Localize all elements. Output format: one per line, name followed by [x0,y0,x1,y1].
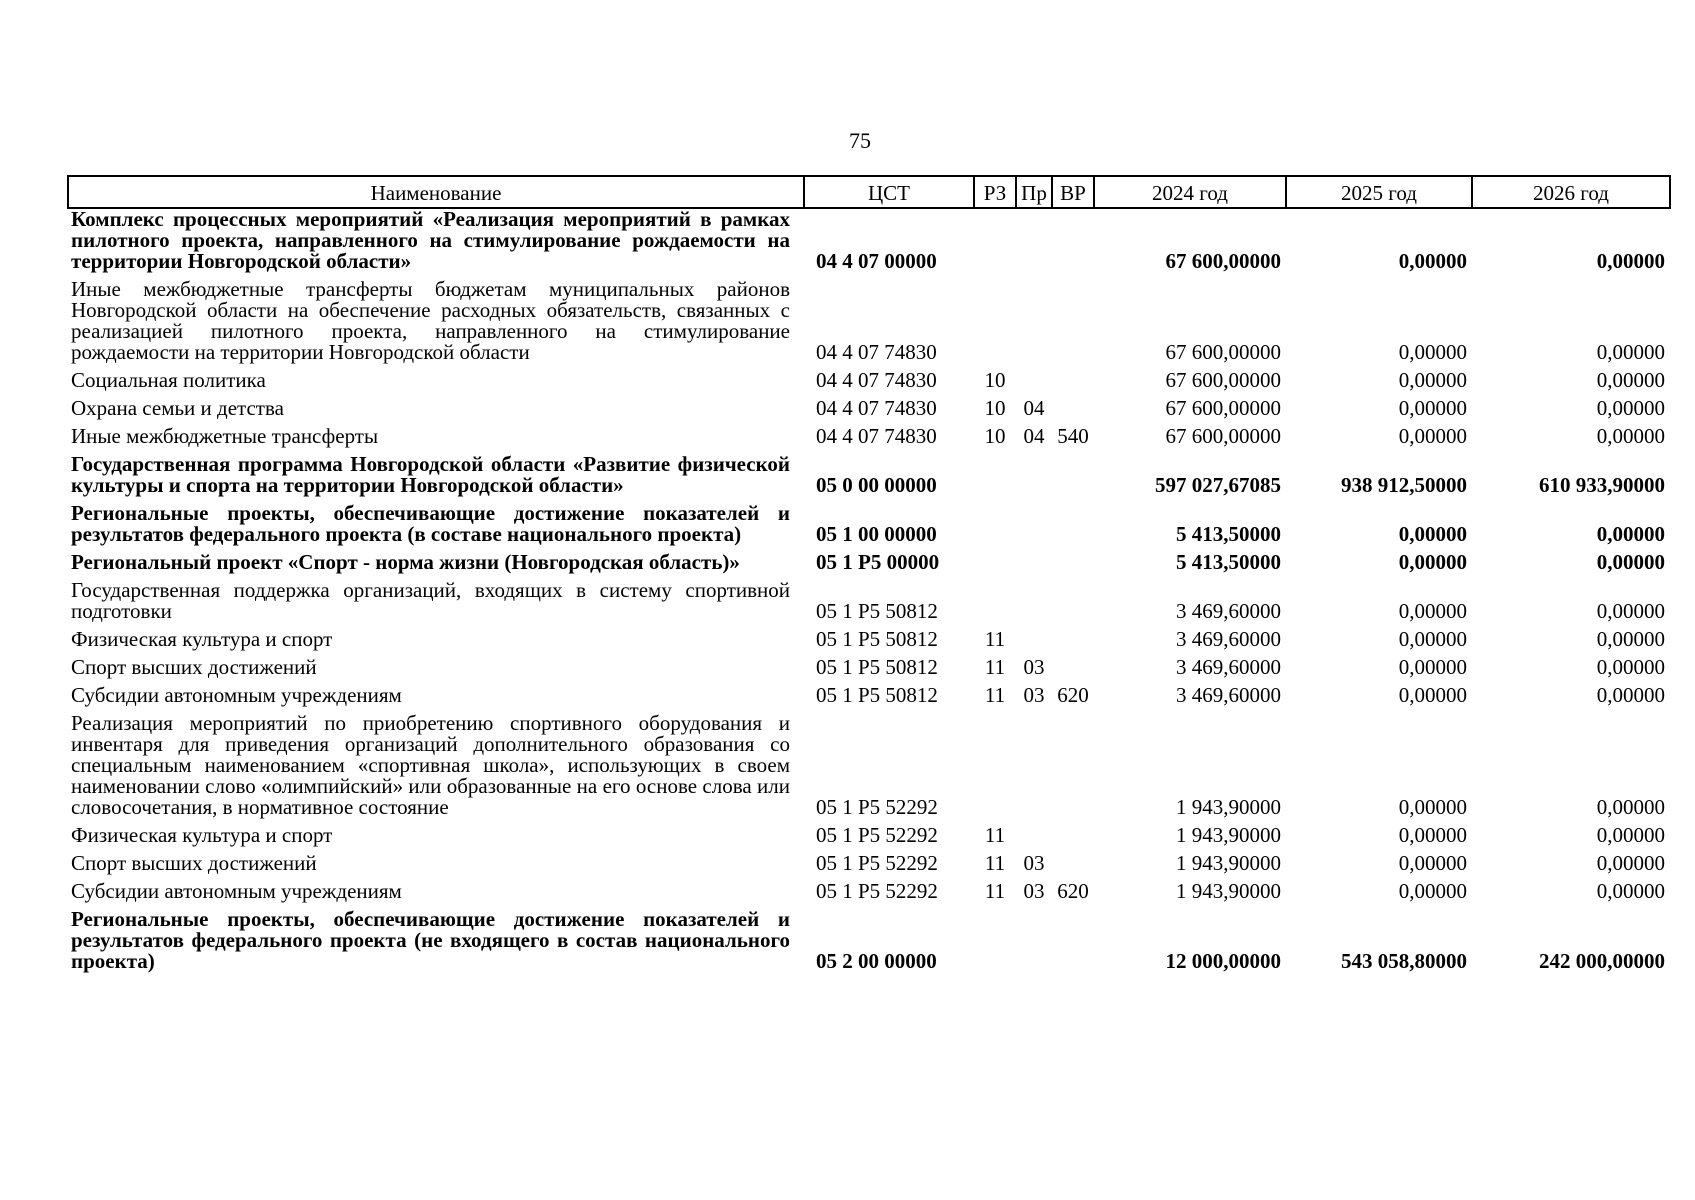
row-vr [1052,909,1094,979]
row-name: Реализация мероприятий по приобретению спортивного оборудования и инвентаря для приведения организаций дополнительного образования со специальным наименованием «спортивная школа», использующих в своем наименовании слово «олимпийский» или образованные на его основе слова или словосочетания, в нормативное состояние [71,711,790,819]
row-value-2025: 0,00000 [1398,599,1467,623]
row-rz: 10 [984,424,1006,448]
table-row [68,503,1670,552]
row-cst: 05 0 00 00000 [816,473,937,497]
row-rz [974,208,1016,279]
row-value-2025: 0,00000 [1398,424,1467,448]
row-name: Иные межбюджетные трансферты [71,424,379,448]
row-value-2026: 0,00000 [1596,522,1665,546]
row-value-2024: 5 413,50000 [1176,550,1281,574]
row-value-2024: 67 600,00000 [1165,396,1281,420]
row-pr [1016,713,1052,825]
table-row [68,713,1670,825]
row-value-2024: 67 600,00000 [1165,340,1281,364]
table-row [68,454,1670,503]
row-value-2024: 67 600,00000 [1165,424,1281,448]
header-name: Наименование [68,176,804,208]
row-name: Региональный проект «Спорт - норма жизни (Новгородская область)» [71,550,740,574]
row-pr [1016,580,1052,629]
row-value-2024: 12 000,00000 [1165,949,1281,973]
row-rz [974,580,1016,629]
row-name: Субсидии автономным учреждениям [71,683,402,707]
row-cst: 05 1 P5 00000 [816,550,940,574]
row-cst: 05 1 00 00000 [816,522,937,546]
row-vr [1052,454,1094,503]
row-value-2026: 0,00000 [1596,655,1665,679]
row-vr: 540 [1057,424,1089,448]
row-value-2024: 67 600,00000 [1165,249,1281,273]
header-cst: ЦСТ [804,176,974,208]
row-pr [1016,552,1052,580]
row-vr [1052,825,1094,853]
row-value-2024: 597 027,67085 [1155,473,1281,497]
table-row [68,208,1670,279]
table-row [68,881,1670,909]
row-cst: 05 1 P5 52292 [816,823,938,847]
row-value-2025: 0,00000 [1398,823,1467,847]
row-value-2024: 3 469,60000 [1176,627,1281,651]
header-rz: РЗ [974,176,1016,208]
row-vr [1052,580,1094,629]
row-value-2025: 0,00000 [1398,368,1467,392]
row-pr: 04 [1023,396,1045,420]
row-pr: 03 [1023,879,1045,903]
table-body [68,208,1670,979]
row-cst: 05 1 P5 52292 [816,879,938,903]
table-row [68,909,1670,979]
table-row [68,398,1670,426]
row-pr: 03 [1023,655,1045,679]
row-rz [974,279,1016,370]
row-cst: 04 4 07 74830 [816,396,937,420]
row-name: Социальная политика [71,368,266,392]
row-value-2024: 1 943,90000 [1176,851,1281,875]
row-rz [974,552,1016,580]
row-cst: 05 1 P5 50812 [816,599,938,623]
row-vr: 620 [1057,879,1089,903]
header-2026: 2026 год [1472,176,1670,208]
row-rz: 11 [984,627,1006,651]
row-vr [1052,208,1094,279]
row-value-2025: 0,00000 [1398,851,1467,875]
row-name: Спорт высших достижений [71,655,317,679]
row-name: Спорт высших достижений [71,851,317,875]
row-value-2026: 242 000,00000 [1539,949,1665,973]
row-value-2026: 0,00000 [1596,424,1665,448]
row-value-2026: 0,00000 [1596,683,1665,707]
row-value-2026: 0,00000 [1596,340,1665,364]
row-pr [1016,825,1052,853]
row-value-2024: 1 943,90000 [1176,795,1281,819]
table-row [68,853,1670,881]
budget-table [67,175,1671,979]
row-cst: 05 1 P5 52292 [816,795,938,819]
row-name: Охрана семьи и детства [71,396,284,420]
row-value-2026: 0,00000 [1596,599,1665,623]
row-vr [1052,713,1094,825]
row-pr [1016,454,1052,503]
row-vr [1052,657,1094,685]
row-rz [974,909,1016,979]
row-cst: 05 1 P5 50812 [816,655,938,679]
row-cst: 04 4 07 00000 [816,249,937,273]
row-cst: 05 1 P5 52292 [816,851,938,875]
row-value-2024: 1 943,90000 [1176,879,1281,903]
row-value-2024: 3 469,60000 [1176,683,1281,707]
row-rz: 11 [984,879,1006,903]
row-value-2026: 0,00000 [1596,823,1665,847]
row-value-2025: 938 912,50000 [1341,473,1467,497]
row-cst: 04 4 07 74830 [816,424,937,448]
row-pr: 03 [1023,851,1045,875]
table-row [68,426,1670,454]
row-value-2026: 0,00000 [1596,795,1665,819]
row-pr [1016,279,1052,370]
row-value-2024: 67 600,00000 [1165,368,1281,392]
row-value-2026: 610 933,90000 [1539,473,1665,497]
row-value-2025: 543 058,80000 [1341,949,1467,973]
row-vr [1052,629,1094,657]
row-rz: 11 [984,851,1006,875]
row-vr [1052,853,1094,881]
row-rz: 11 [984,655,1006,679]
row-rz: 11 [984,683,1006,707]
row-value-2026: 0,00000 [1596,627,1665,651]
row-name: Государственная программа Новгородской области «Развитие физической культуры и спорта на территории Новгородской области» [71,452,790,497]
row-rz [974,503,1016,552]
row-pr [1016,370,1052,398]
row-value-2024: 5 413,50000 [1176,522,1281,546]
row-value-2025: 0,00000 [1398,550,1467,574]
row-value-2025: 0,00000 [1398,522,1467,546]
row-vr [1052,370,1094,398]
row-value-2026: 0,00000 [1596,396,1665,420]
header-2024: 2024 год [1094,176,1286,208]
table-row [68,657,1670,685]
row-value-2025: 0,00000 [1398,627,1467,651]
row-value-2025: 0,00000 [1398,879,1467,903]
row-pr: 03 [1023,683,1045,707]
row-name: Физическая культура и спорт [71,627,333,651]
row-value-2026: 0,00000 [1596,851,1665,875]
row-value-2025: 0,00000 [1398,396,1467,420]
row-value-2026: 0,00000 [1596,550,1665,574]
row-cst: 04 4 07 74830 [816,368,937,392]
row-value-2025: 0,00000 [1398,249,1467,273]
table-row [68,279,1670,370]
row-value-2025: 0,00000 [1398,655,1467,679]
row-value-2024: 1 943,90000 [1176,823,1281,847]
row-value-2025: 0,00000 [1398,795,1467,819]
row-name: Комплекс процессных мероприятий «Реализация мероприятий в рамках пилотного проекта, направленного на стимулирование рождаемости на территории Новгородской области» [71,207,790,273]
row-vr: 620 [1057,683,1089,707]
row-name: Государственная поддержка организаций, входящих в систему спортивной подготовки [71,578,790,623]
row-cst: 05 1 P5 50812 [816,683,938,707]
row-name: Региональные проекты, обеспечивающие достижение показателей и результатов федерального проекта (в составе национального проекта) [71,501,790,546]
row-pr: 04 [1023,424,1045,448]
row-name: Физическая культура и спорт [71,823,333,847]
page-number: 75 [849,128,871,153]
row-pr [1016,503,1052,552]
row-vr [1052,503,1094,552]
row-name: Иные межбюджетные трансферты бюджетам муниципальных районов Новгородской области на обеспечение расходных обязательств, связанных с реализацией пилотного проекта, направленного на стимулирование рождаемости на территории Новгородской области [71,277,790,364]
row-pr [1016,208,1052,279]
row-cst: 05 1 P5 50812 [816,627,938,651]
header-row [68,176,1670,208]
row-value-2024: 3 469,60000 [1176,655,1281,679]
row-rz: 10 [984,396,1006,420]
row-value-2026: 0,00000 [1596,249,1665,273]
row-value-2024: 3 469,60000 [1176,599,1281,623]
table-row [68,629,1670,657]
row-cst: 05 2 00 00000 [816,949,937,973]
row-value-2025: 0,00000 [1398,683,1467,707]
header-vr: ВР [1052,176,1094,208]
header-2025: 2025 год [1286,176,1472,208]
row-cst: 04 4 07 74830 [816,340,937,364]
row-vr [1052,552,1094,580]
table-row [68,580,1670,629]
row-value-2026: 0,00000 [1596,879,1665,903]
table-row [68,370,1670,398]
row-name: Региональные проекты, обеспечивающие достижение показателей и результатов федерального проекта (не входящего в состав национального проекта) [71,907,790,973]
row-name: Субсидии автономным учреждениям [71,879,402,903]
row-vr [1052,279,1094,370]
header-pr: Пр [1016,176,1052,208]
row-value-2025: 0,00000 [1398,340,1467,364]
row-pr [1016,909,1052,979]
row-rz [974,713,1016,825]
row-pr [1016,629,1052,657]
row-vr [1052,398,1094,426]
table-row [68,685,1670,713]
row-rz [974,454,1016,503]
row-rz: 10 [984,368,1006,392]
table-row [68,552,1670,580]
row-value-2026: 0,00000 [1596,368,1665,392]
table-row [68,825,1670,853]
row-rz: 11 [984,823,1006,847]
